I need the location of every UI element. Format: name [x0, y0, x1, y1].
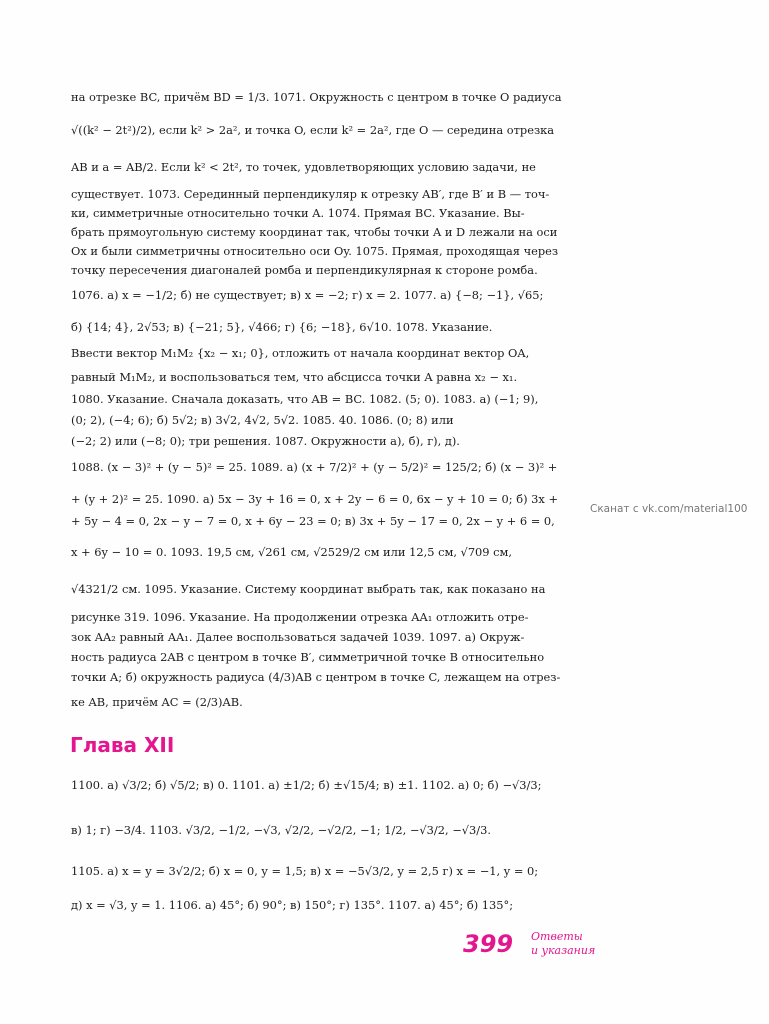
footer-section-label: Ответы — [531, 930, 583, 943]
answer-line: (−2; 2) или (−8; 0); три решения. 1087. Окружности а), б), г), д). — [71, 434, 460, 448]
answer-line: зок AA₂ равный AA₁. Далее воспользоваться задачей 1039. 1097. а) Окруж- — [71, 630, 525, 644]
page-number: 399 — [463, 930, 514, 958]
answer-line: 1100. а) √3/2; б) √5/2; в) 0. 1101. а) ±1/2; б) ±√15/4; в) ±1. 1102. а) 0; б) −√3/3; — [71, 778, 542, 792]
answer-line: ке AB, причём AC = (2/3)AB. — [71, 695, 243, 709]
answer-line: существует. 1073. Серединный перпендикуляр к отрезку AB′, где B′ и B — точ- — [71, 187, 550, 201]
answer-line: на отрезке BC, причём BD = 1/3. 1071. Окружность с центром в точке O радиуса — [71, 90, 562, 104]
answer-line: (0; 2), (−4; 6); б) 5√2; в) 3√2, 4√2, 5√2. 1085. 40. 1086. (0; 8) или — [71, 413, 454, 427]
answer-line: ность радиуса 2AB с центром в точке B′, симметричной точке B относительно — [71, 650, 545, 664]
answer-line: д) x = √3, y = 1. 1106. а) 45°; б) 90°; в) 150°; г) 135°. 1107. а) 45°; б) 135°; — [71, 898, 514, 912]
answer-line: равный M₁M₂, и воспользоваться тем, что абсцисса точки A равна x₂ − x₁. — [71, 370, 518, 384]
footer-section-label: и указания — [531, 944, 596, 957]
answer-line: ки, симметричные относительно точки A. 1074. Прямая BC. Указание. Вы- — [71, 206, 525, 220]
answer-line: Ввести вектор M₁M₂ {x₂ − x₁; 0}, отложить от начала координат вектор OA, — [71, 346, 530, 360]
answer-line: AB и a = AB/2. Если k² < 2t², то точек, удовлетворяющих условию задачи, не — [71, 160, 536, 174]
answer-line: 1088. (x − 3)² + (y − 5)² = 25. 1089. а) (x + 7/2)² + (y − 5/2)² = 125/2; б) (x − 3)² + — [71, 460, 558, 474]
answer-line: Ox и были симметричны относительно оси Oy. 1075. Прямая, проходящая через — [71, 244, 559, 258]
chapter-title: Глава XII — [70, 733, 175, 757]
answer-line: 1080. Указание. Сначала доказать, что AB = BC. 1082. (5; 0). 1083. а) (−1; 9), — [71, 392, 539, 406]
answer-line: √4321/2 см. 1095. Указание. Систему координат выбрать так, как показано на — [71, 582, 546, 596]
answer-line: точку пересечения диагоналей ромба и перпендикулярная к стороне ромба. — [71, 263, 538, 277]
answer-line: √((k² − 2t²)/2), если k² > 2a², и точка O, если k² = 2a², где O — середина отрезка — [71, 123, 555, 137]
answer-line: точки A; б) окружность радиуса (4/3)AB с центром в точке C, лежащем на отрез- — [71, 670, 561, 684]
answer-line: + (y + 2)² = 25. 1090. а) 5x − 3y + 16 = 0, x + 2y − 6 = 0, 6x − y + 10 = 0; б) 3x + — [71, 492, 559, 506]
answer-line: рисунке 319. 1096. Указание. На продолжении отрезка AA₁ отложить отре- — [71, 610, 529, 624]
answer-line: брать прямоугольную систему координат так, чтобы точки A и D лежали на оси — [71, 225, 558, 239]
answer-line: 1105. а) x = y = 3√2/2; б) x = 0, y = 1,5; в) x = −5√3/2, y = 2,5 г) x = −1, y = 0; — [71, 864, 539, 878]
answer-line: + 5y − 4 = 0, 2x − y − 7 = 0, x + 6y − 23 = 0; в) 3x + 5y − 17 = 0, 2x − y + 6 = 0, — [71, 514, 555, 528]
answer-line: x + 6y − 10 = 0. 1093. 19,5 см, √261 см, √2529/2 см или 12,5 см, √709 см, — [71, 545, 513, 559]
scan-watermark: Сканат с vk.com/material100 — [590, 503, 748, 515]
answer-line: в) 1; г) −3/4. 1103. √3/2, −1/2, −√3, √2/2, −√2/2, −1; 1/2, −√3/2, −√3/3. — [71, 823, 491, 837]
answer-line: 1076. а) x = −1/2; б) не существует; в) x = −2; г) x = 2. 1077. а) {−8; −1}, √65; — [71, 288, 544, 302]
answer-line: б) {14; 4}, 2√53; в) {−21; 5}, √466; г) {6; −18}, 6√10. 1078. Указание. — [71, 320, 493, 334]
